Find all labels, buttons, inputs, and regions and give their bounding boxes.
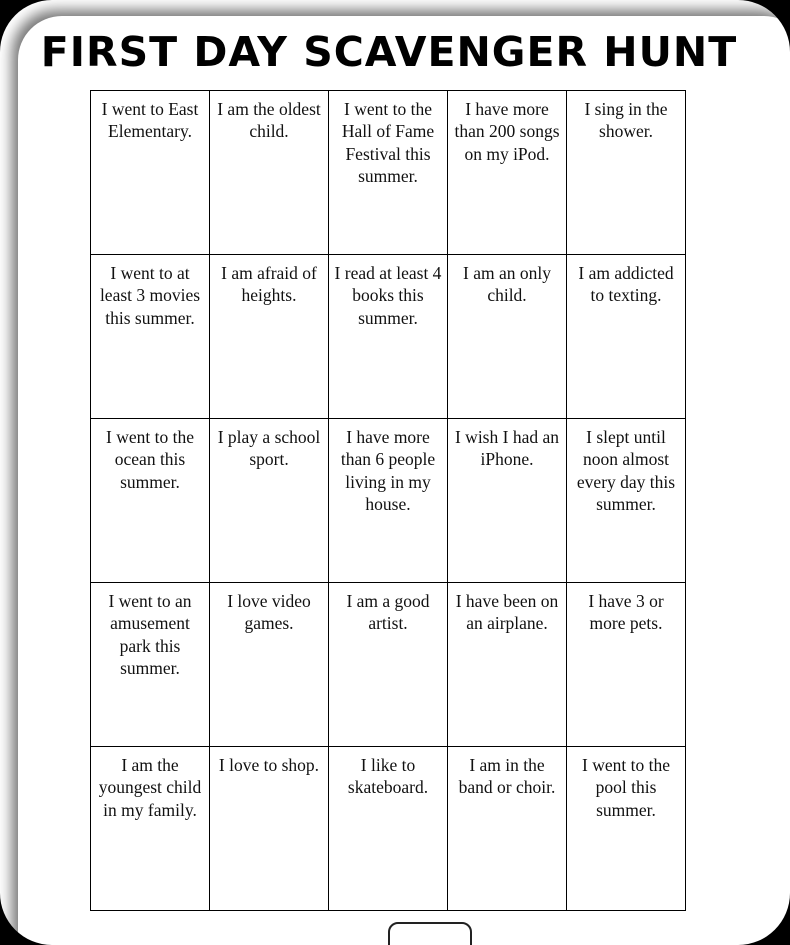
grid-cell: I am an only child. [448, 255, 567, 419]
grid-row [91, 255, 686, 419]
grid-cell: I am the oldest child. [210, 91, 329, 255]
grid-row [91, 419, 686, 583]
grid-cell: I went to an amusement park this summer. [91, 583, 210, 747]
grid-row [91, 747, 686, 911]
grid-cell: I have 3 or more pets. [567, 583, 686, 747]
page-bottom-tab [388, 922, 472, 945]
grid-cell: I went to the ocean this summer. [91, 419, 210, 583]
grid-cell: I am a good artist. [329, 583, 448, 747]
grid-cell: I love to shop. [210, 747, 329, 911]
grid-cell: I love video games. [210, 583, 329, 747]
scavenger-hunt-grid [90, 90, 686, 911]
grid-cell: I have more than 200 songs on my iPod. [448, 91, 567, 255]
grid-cell: I wish I had an iPhone. [448, 419, 567, 583]
grid-cell: I like to skateboard. [329, 747, 448, 911]
grid-cell: I play a school sport. [210, 419, 329, 583]
grid-cell: I went to the pool this summer. [567, 747, 686, 911]
grid-row [91, 91, 686, 255]
grid-cell: I am in the band or choir. [448, 747, 567, 911]
grid-cell: I read at least 4 books this summer. [329, 255, 448, 419]
grid-cell: I have more than 6 people living in my house. [329, 419, 448, 583]
grid-cell: I have been on an airplane. [448, 583, 567, 747]
grid-cell: I sing in the shower. [567, 91, 686, 255]
grid-row [91, 583, 686, 747]
worksheet-title: FIRST DAY SCAVENGER HUNT [40, 28, 738, 76]
grid-cell: I slept until noon almost every day this summer. [567, 419, 686, 583]
grid-cell: I went to East Elementary. [91, 91, 210, 255]
grid-cell: I am addicted to texting. [567, 255, 686, 419]
grid-cell: I went to the Hall of Fame Festival this summer. [329, 91, 448, 255]
grid-cell: I went to at least 3 movies this summer. [91, 255, 210, 419]
grid-cell: I am afraid of heights. [210, 255, 329, 419]
grid-cell: I am the youngest child in my family. [91, 747, 210, 911]
